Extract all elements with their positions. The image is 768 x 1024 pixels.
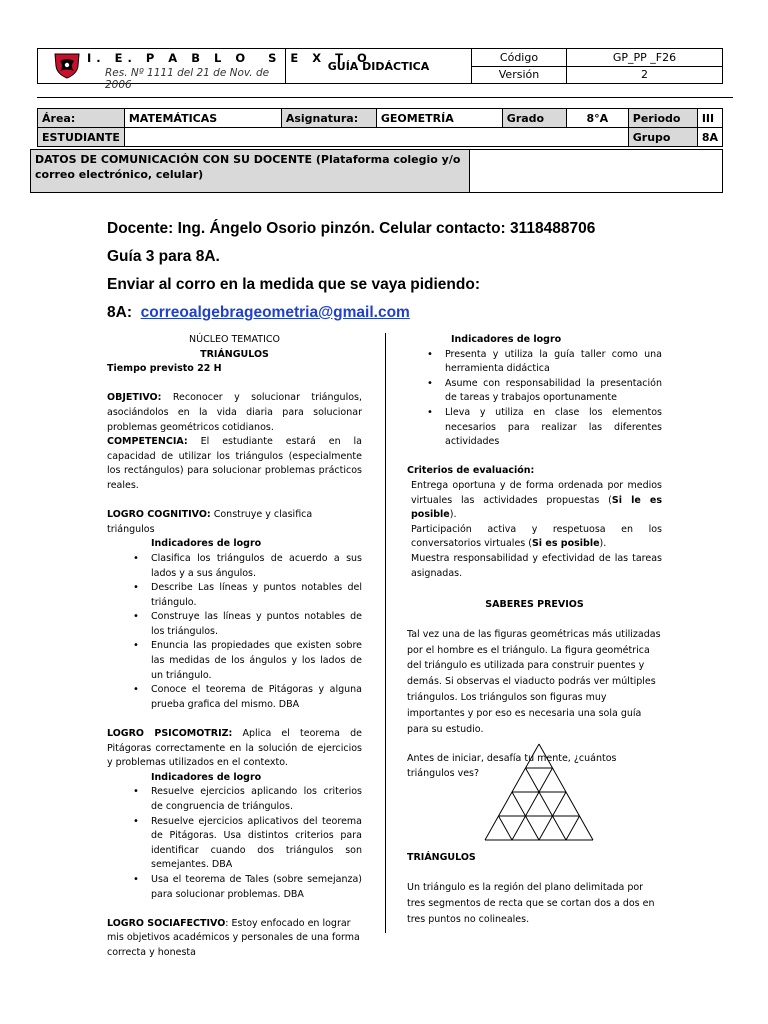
docente-line: Docente: Ing. Ángelo Osorio pinzón. Celular contacto: 3118488706 bbox=[107, 220, 596, 237]
criterio-2-emphasis: Si es posible bbox=[531, 538, 600, 550]
school-name: I. E. P A B L O S E X T O bbox=[87, 51, 372, 65]
doc-type: GUÍA DIDÁCTICA bbox=[286, 49, 472, 84]
criterio-2 bbox=[407, 523, 662, 552]
criterio-1-end: ). bbox=[449, 509, 457, 521]
version-value: 2 bbox=[567, 66, 723, 84]
estudiante-label: ESTUDIANTE bbox=[38, 128, 125, 147]
list-item: • Resuelve ejercicios aplicativos del teorema de Pitágoras. Usa distintos criterios para identificar cuando dos triángulos son semejantes. DBA bbox=[129, 815, 362, 873]
tiempo-text: Tiempo previsto 22 H bbox=[107, 363, 222, 375]
saberes-paragraph: Tal vez una de las figuras geométricas más utilizadas por el hombre es el triángulo. La figura geométrica del triángulo es utilizada para construir puentes y demás. Si observas el viaducto podrás ver múltiples triángulos. Los triángulos son figuras muy importantes y por eso es necesaria una sola guía para su estudio. bbox=[407, 628, 661, 735]
list-item: • Resuelve ejercicios aplicando los criterios de congruencia de triángulos. bbox=[129, 785, 362, 814]
version-label: Versión bbox=[472, 66, 567, 84]
list-item: • Usa el teorema de Tales (sobre semejanza) para solucionar problemas. DBA bbox=[129, 873, 362, 902]
asignatura-label: Asignatura: bbox=[281, 109, 376, 128]
triangulos-definition: Un triángulo es la región del plano delimitada por tres segmentos de recta que se cortan dos a dos en tres puntos no colineales. bbox=[407, 882, 655, 925]
logro-cognitivo-text: Construye y clasifica triángulos bbox=[107, 509, 313, 535]
list-item: • Presenta y utiliza la guía taller como una herramienta didáctica bbox=[423, 348, 662, 377]
right-column bbox=[407, 333, 662, 781]
datos-field[interactable] bbox=[470, 150, 723, 193]
periodo-label: Periodo bbox=[628, 109, 697, 128]
triangulos-section-heading: TRIÁNGULOS bbox=[407, 852, 476, 863]
datos-label: DATOS DE COMUNICACIÓN CON SU DOCENTE (Plataforma colegio y/o correo electrónico, celular) bbox=[31, 150, 470, 193]
grupo-value: 8A bbox=[697, 128, 722, 147]
header-table bbox=[37, 48, 723, 91]
grado-value: 8°A bbox=[566, 109, 628, 128]
guia-line: Guía 3 para 8A. bbox=[107, 248, 220, 265]
area-label: Área: bbox=[38, 109, 125, 128]
email-label: 8A: bbox=[107, 304, 132, 321]
criterios-heading: Criterios de evaluación: bbox=[407, 465, 535, 477]
info-table bbox=[37, 108, 723, 147]
left-column bbox=[107, 333, 362, 961]
criterio-1-text: Entrega oportuna y de forma ordenada por medios virtuales las actividades propuestas ( bbox=[411, 479, 662, 506]
triangle-puzzle-figure bbox=[483, 742, 595, 842]
list-item: • Enuncia las propiedades que existen sobre las medidas de los ángulos y los lados de un triángulo. bbox=[129, 639, 362, 683]
resolution-text: Res. Nº 1111 del 21 de Nov. de 2006 bbox=[105, 67, 270, 91]
grupo-label: Grupo bbox=[628, 128, 697, 147]
objetivo-text: Reconocer y solucionar triángulos, asociándolos en la vida diaria para solucionar problemas geométricos cotidianos. bbox=[107, 392, 362, 433]
right-indicadores-list bbox=[407, 348, 662, 450]
logro-sociafectivo bbox=[107, 917, 362, 961]
enviar-line: Enviar al corro en la medida que se vaya pidiendo: bbox=[107, 276, 480, 293]
logro-psicomotriz-label: LOGRO PSICOMOTRIZ: bbox=[107, 728, 233, 740]
competencia-paragraph bbox=[107, 435, 362, 493]
list-item: • Clasifica los triángulos de acuerdo a sus lados y a sus ángulos. bbox=[129, 552, 362, 581]
triangle-grid-line bbox=[512, 768, 553, 840]
logro-sociafectivo-text: : Estoy enfocado en lograr mis objetivos académicos y personales de una forma correcta y honesta bbox=[107, 917, 360, 958]
competencia-label: COMPETENCIA: bbox=[107, 436, 188, 448]
criterio-1 bbox=[407, 479, 662, 523]
triangle-grid-line bbox=[499, 816, 513, 840]
logro-psicomotriz-text: Aplica el teorema de Pitágoras correctamente en la solución de ejercicios y problemas utilizados en el contexto. bbox=[107, 728, 362, 769]
saberes-heading: SABERES PREVIOS bbox=[485, 598, 584, 610]
indicadores-heading-3: Indicadores de logro bbox=[451, 334, 562, 345]
criterio-1-emphasis: Si le es posible bbox=[411, 494, 662, 521]
email-line bbox=[107, 304, 410, 322]
list-item: • Asume con responsabilidad la presentación de tareas y trabajos oportunamente bbox=[423, 377, 662, 406]
codigo-value: GP_PP _F26 bbox=[567, 49, 723, 67]
contact-table bbox=[30, 149, 723, 193]
indicadores-heading-1: Indicadores de logro bbox=[151, 538, 262, 550]
area-value: MATEMÁTICAS bbox=[124, 109, 281, 128]
grado-label: Grado bbox=[502, 109, 566, 128]
header-divider bbox=[37, 97, 733, 98]
column-divider bbox=[385, 333, 386, 933]
list-item: • Construye las líneas y puntos notables de los triángulos. bbox=[129, 610, 362, 639]
criterio-2-end: ). bbox=[599, 538, 607, 550]
criterio-2-text: Participación activa y respetuosa en los conversatorios virtuales ( bbox=[411, 523, 662, 550]
objetivo-paragraph bbox=[107, 391, 362, 435]
psicomotriz-list bbox=[107, 785, 362, 902]
codigo-label: Código bbox=[472, 49, 567, 67]
email-link[interactable]: correoalgebrageometria@gmail.com bbox=[140, 304, 410, 321]
list-item: • Describe Las líneas y puntos notables del triángulo. bbox=[129, 581, 362, 610]
list-item: • Lleva y utiliza en clase los elementos necesarios para realizar las diferentes actividades bbox=[423, 406, 662, 450]
periodo-value: III bbox=[697, 109, 722, 128]
nucleo-heading: NÚCLEO TEMATICO bbox=[189, 334, 280, 345]
logro-psicomotriz bbox=[107, 727, 362, 771]
triangle-grid-line bbox=[566, 816, 580, 840]
school-cell bbox=[38, 49, 372, 91]
triangulos-heading: TRIÁNGULOS bbox=[200, 348, 269, 360]
logro-cognitivo bbox=[107, 508, 362, 537]
objetivo-label: OBJETIVO: bbox=[107, 392, 162, 404]
logro-cognitivo-label: LOGRO COGNITIVO: bbox=[107, 509, 211, 521]
competencia-text: El estudiante estará en la capacidad de utilizar los triángulos (especialmente los rectángulos) para solucionar problemas prácticos reales. bbox=[107, 436, 362, 491]
cognitivo-list bbox=[107, 552, 362, 713]
triangle-grid-line bbox=[526, 768, 567, 840]
asignatura-value: GEOMETRÍA bbox=[376, 109, 502, 128]
criterio-3: Muestra responsabilidad y efectividad de las tareas asignadas. bbox=[411, 552, 662, 579]
indicadores-heading-2: Indicadores de logro bbox=[151, 771, 262, 783]
right-column-bottom bbox=[407, 851, 662, 928]
estudiante-field[interactable] bbox=[124, 128, 628, 147]
school-shield-logo bbox=[52, 52, 82, 80]
logro-sociafectivo-label: LOGRO SOCIAFECTIVO bbox=[107, 917, 226, 929]
antes-paragraph: Antes de iniciar, desafía tu mente, ¿cuántos triángulos ves? bbox=[407, 753, 617, 779]
list-item: • Conoce el teorema de Pitágoras y alguna prueba grafica del mismo. DBA bbox=[129, 683, 362, 712]
